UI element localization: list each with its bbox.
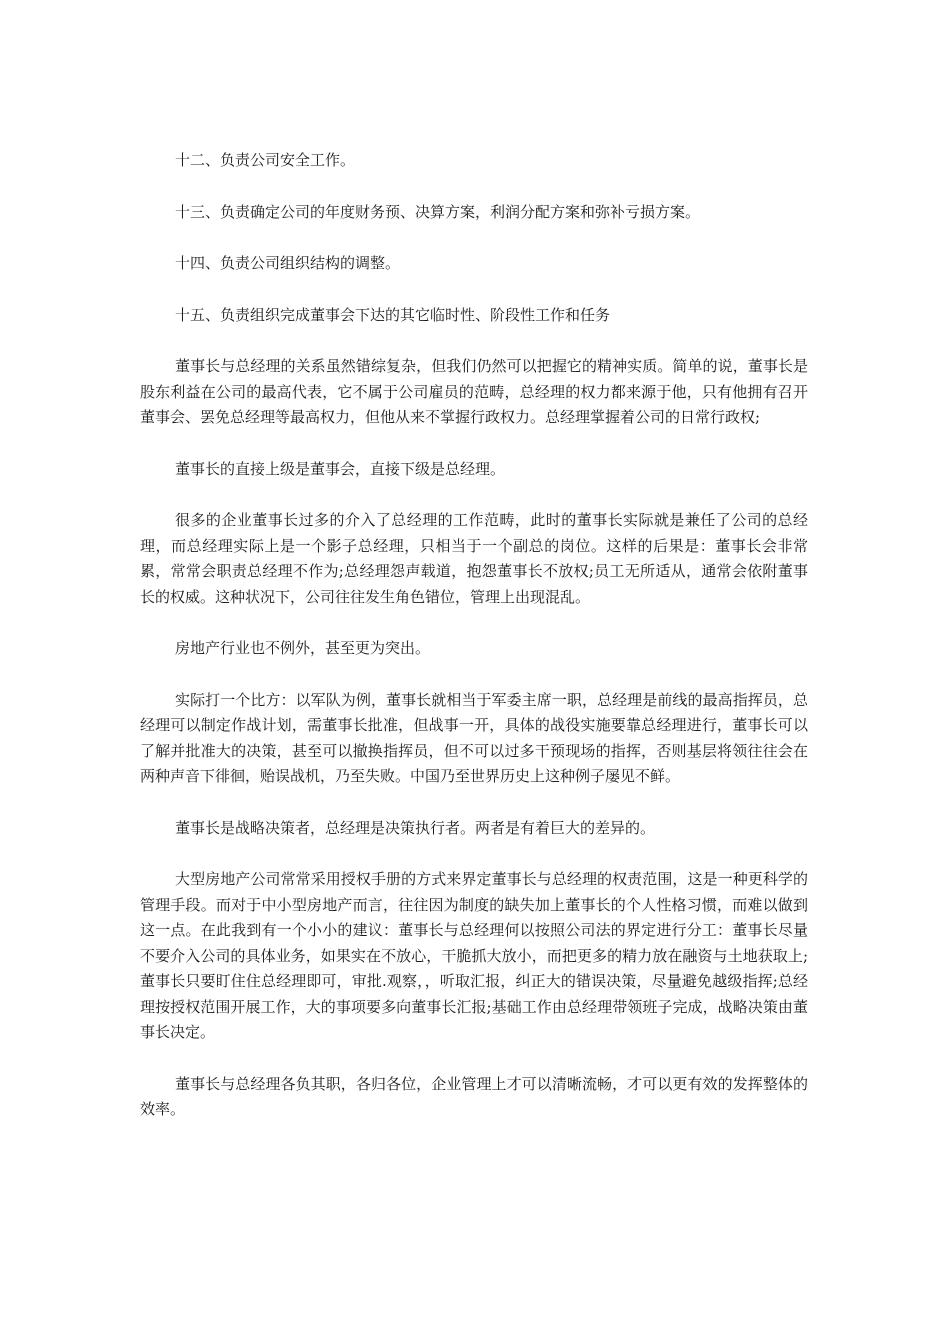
paragraph-overreach: 很多的企业董事长过多的介入了总经理的工作范畴，此时的董事长实际就是兼任了公司的总经理，而总经理实际上是一个影子总经理，只相当于一个副总的岗位。这样的后果是：董事长会非常累，常常会职责总经理不作为;总经理怨声载道，抱怨董事长不放权;员工无所适从，通常会依附董事长的权威。这种状况下，公司往往发生角色错位，管理上出现混乱。 — [140, 511, 808, 606]
clause-15: 十五、负责组织完成董事会下达的其它临时性、阶段性工作和任务 — [175, 305, 611, 324]
clause-14: 十四、负责公司组织结构的调整。 — [175, 254, 401, 272]
paragraph-conclusion: 董事长与总经理各负其职，各归各位，企业管理上才可以清晰流畅，才可以更有效的发挥整体的效率。 — [140, 1074, 808, 1118]
paragraph-military-analogy: 实际打一个比方：以军队为例，董事长就相当于军委主席一职，总经理是前线的最高指挥员，总经理可以制定作战计划，需董事长批准，但战事一开，具体的战役实施要靠总经理进行，董事长可以了解并批准大的决策，甚至可以撤换指挥员，但不可以过多干预现场的指挥，否则基层将领往往会在两种声音下徘徊，贻误战机，乃至失败。中国乃至世界历史上这种例子屡见不鲜。 — [140, 690, 808, 785]
paragraph-real-estate: 房地产行业也不例外，甚至更为突出。 — [175, 639, 431, 657]
document-body — [140, 148, 808, 1149]
paragraph-hierarchy: 董事长的直接上级是董事会，直接下级是总经理。 — [175, 459, 506, 478]
paragraph-suggestion: 大型房地产公司常常采用授权手册的方式来界定董事长与总经理的权责范围，这是一种更科学的管理手段。而对于中小型房地产而言，往往因为制度的缺失加上董事长的个人性格习惯，而难以做到这一点。在此我到有一个小小的建议：董事长与总经理何以按照公司法的界定进行分工：董事长尽量不要介入公司的具体业务，如果实在不放心，干脆抓大放小，而把更多的精力放在融资与土地获取上;董事长只要盯住住总经理即可，审批.观察，，听取汇报，纠正大的错误决策，尽量避免越级指挥;总经理按授权范围开展工作，大的事项要多向董事长汇报;基础工作由总经理带领班子完成，战略决策由董事长决定。 — [140, 870, 808, 1041]
paragraph-roles: 董事长是战略决策者，总经理是决策执行者。两者是有着巨大的差异的。 — [175, 818, 656, 837]
clause-13: 十三、负责确定公司的年度财务预、决算方案，利润分配方案和弥补亏损方案。 — [175, 202, 701, 221]
clause-12: 十二、负责公司安全工作。 — [175, 151, 356, 169]
paragraph-relationship: 董事长与总经理的关系虽然错综复杂，但我们仍然可以把握它的精神实质。简单的说，董事长是股东利益在公司的最高代表，它不属于公司雇员的范畴，总经理的权力都来源于他，只有他拥有召开董事会、罢免总经理等最高权力，但他从来不掌握行政权力。总经理掌握着公司的日常行政权; — [140, 357, 808, 426]
